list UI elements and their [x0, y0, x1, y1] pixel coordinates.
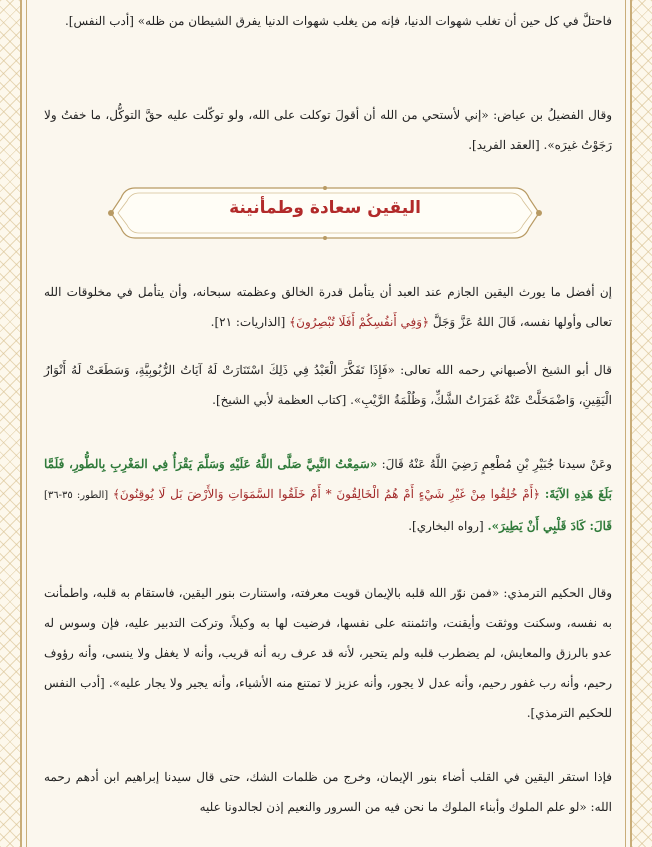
border-rule-left — [26, 0, 27, 847]
paragraph-1: فاحتلَّ في كل حين أن تغلب شهوات الدنيا، فإنه من يغلب شهوات الدنيا يفرق الشيطان من ظله» [أدب النفس]. — [64, 14, 612, 28]
verse-reference: [الطور: ٣٥-٣٦] — [44, 490, 109, 501]
paragraph-4: قال أبو الشيخ الأصبهاني رحمه الله تعالى: «فَإِذَا تَفَكَّرَ الْعَبْدُ فِي ذَلِكَ اسْتَنَارَتْ لَهُ آيَاتُ الرُّبُوبِيَّةِ، وَسَطَعَتْ لَهُ أَنْوَارُ الْيَقِينِ، وَاضْمَحَلَّتْ عَنْهُ غَمَرَاتُ الشَّكِّ، وَظُلْمَةُ الرَّيْبِ». [كتاب العظمة لأبي الشيخ]. — [44, 363, 612, 407]
hadith-text: «سَمِعْتُ النَّبِيَّ صَلَّى اللَّهُ عَلَيْهِ وَسَلَّمَ يَقْرَأُ فِي المَغْرِبِ بِالطُّورِ، فَلَمَّا بَلَغَ هَذِهِ الآيَةَ: — [44, 457, 612, 501]
page-content — [44, 0, 612, 847]
section-heading: اليقين سعادة وطمأنينة — [229, 198, 421, 218]
paragraph-7: فإذا استقر اليقين في القلب أضاء بنور الإيمان، وخرج من ظلمات الشك، حتى قال سيدنا إبراهيم ابن أدهم رحمه الله: «لو علم الملوك وأبناء الملوك ما نحن فيه من السرور والنعيم إذن لجالدونا عليه — [44, 770, 612, 814]
page-border-right — [630, 0, 652, 847]
paragraph-3-text: إن أفضل ما يورث اليقين الجازم عند العبد أن يتأمل قدرة الخالق وعظمته سبحانه، وأن يتأمل في مخلوقات الله تعالى وأولها نفسه، قَالَ اللهُ عَزَّ وَجَلَّ — [44, 285, 612, 329]
border-rule-right — [625, 0, 626, 847]
paragraph-2: وقال الفضيلُ بن عياض: «إني لأستحي من الله أن أقولَ توكلت على الله، ولو توكّلت عليه حقَّ التوكُّل، ما خفتُ ولا رَجَوْتُ غيرَه». [العقد الفريد]. — [44, 108, 612, 152]
paragraph-6: وقال الحكيم الترمذي: «فمن نوّر الله قلبه بالإيمان قويت معرفته، واستنارت بنور اليقين، فاستقام به قلبه، واطمأنت به نفسه، وسكنت ووثقت وأيقنت، واتئمنته على نفسها، فرضيت لها به وكيلاً، وتركت التدبير عليه، فإن وسوس له عدو بالرزق والمعايش، لم يضطرب قلبه ولم يتحير، لأنه قد عرف ربه أنه قريب، وأنه لا يغفل ولا ينسى، وأنه رؤوف رحيم، وأنه رب غفور رحيم، وأنه عدل لا يجور، وأنه عزيز لا تمتنع منه الأشياء، وأنه يجير ولا يجار عليه». [أدب النفس للحكيم الترمذي]. — [44, 586, 612, 720]
page-border-left — [0, 0, 22, 847]
paragraph-3 — [44, 277, 612, 337]
paragraph-5 — [44, 449, 612, 541]
verse-reference: [الذاريات: ٢١]. — [210, 315, 286, 329]
hadith-source: [رواه البخاري]. — [408, 519, 484, 533]
hadith-ending: قَالَ: كَادَ قَلْبِي أَنْ يَطِيرَ». — [487, 519, 612, 533]
quran-verse: ﴿وَفِي أَنفُسِكُمْ أَفَلَا تُبْصِرُونَ﴾ — [289, 315, 430, 329]
section-heading-frame — [105, 182, 545, 244]
quran-verse: ﴿أَمْ خُلِقُوا مِنْ غَيْرِ شَيْءٍ أَمْ هُمُ الْخَالِقُونَ * أَمْ خَلَقُوا السَّمَوَاتِ وَالأَرْضَ بَل لَا يُوقِنُونَ﴾ — [112, 487, 541, 501]
hadith-intro: وعَنْ سيدنا جُبَيْرِ بْنِ مُطْعِمٍ رَضِيَ اللَّهُ عَنْهُ قَالَ: — [381, 457, 612, 471]
